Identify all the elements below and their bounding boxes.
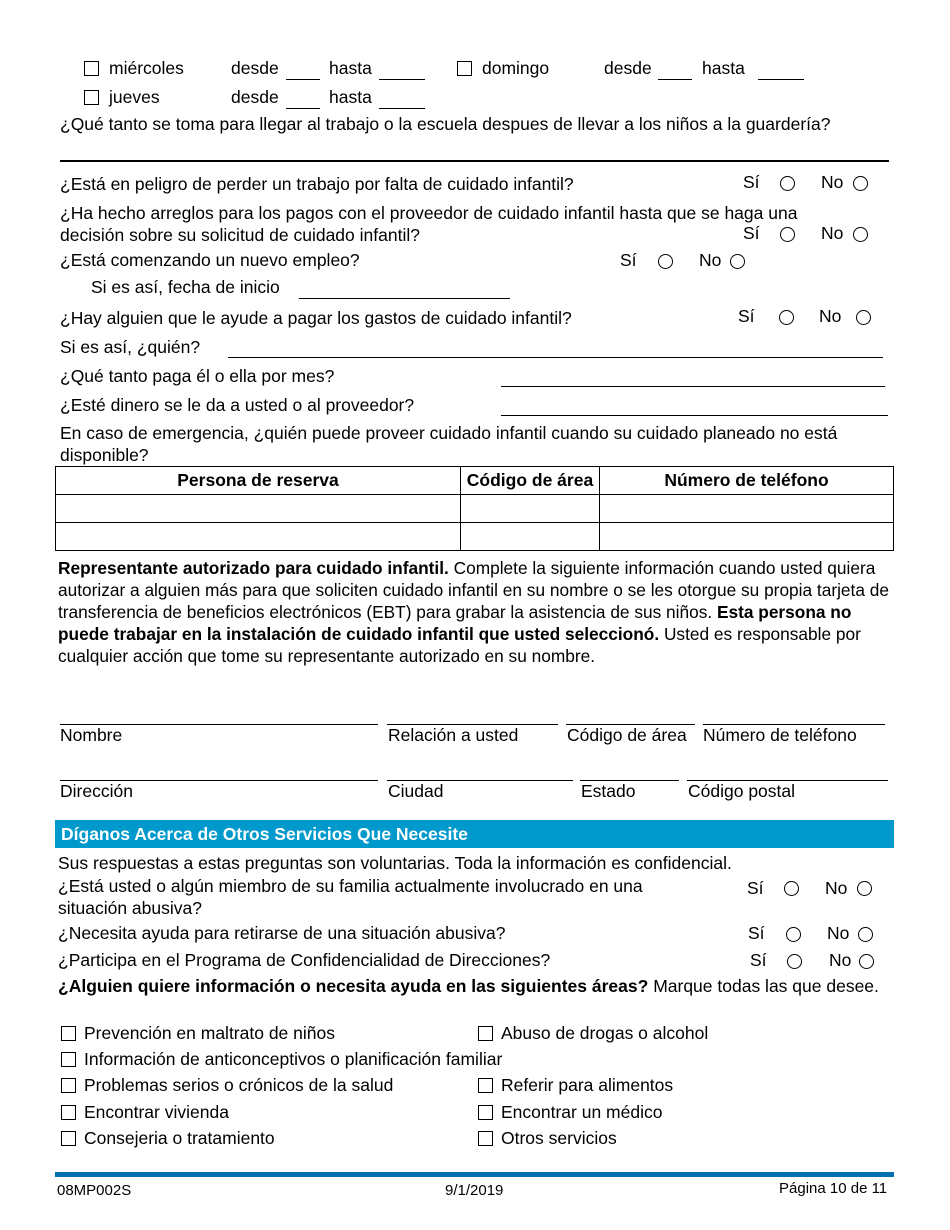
option-child-abuse-label: Prevención en maltrato de niños (84, 1023, 335, 1043)
arrangements-question: ¿Ha hecho arreglos para los pagos con el proveedor de cuidado infantil hasta que se haga una decisión sobre su solicitud de cuidado infantil? (60, 203, 798, 245)
phone-number-cell[interactable] (600, 495, 894, 523)
who-label: Si es así, ¿quién? (60, 337, 201, 357)
option-drug-abuse-checkbox[interactable] (478, 1026, 493, 1041)
wednesday-to-label: hasta (329, 58, 372, 78)
leave-no-radio[interactable] (858, 927, 873, 942)
help-pay-no-label: No (819, 306, 842, 326)
commute-answer-field[interactable] (60, 160, 889, 162)
state-label: Estado (581, 781, 636, 801)
emergency-question: En caso de emergencia, ¿quién puede proveer cuidado infantil cuando su cuidado planeado no está disponible? (60, 423, 838, 465)
relation-label: Relación a usted (388, 725, 519, 745)
sunday-from-label: desde (604, 58, 652, 78)
area-code-cell[interactable] (461, 495, 600, 523)
column-header: Número de teléfono (600, 467, 894, 495)
sunday-checkbox[interactable] (457, 61, 472, 76)
new-job-no-label: No (699, 250, 722, 270)
help-pay-yes-label: Sí (738, 306, 755, 326)
voluntary-intro: Sus respuestas a estas preguntas son voluntarias. Toda la información es confidencial. (58, 853, 732, 873)
option-food-checkbox[interactable] (478, 1078, 493, 1093)
representative-text-1: Complete la siguiente información cuando usted quiera autorizar a alguien más para que soliciten cuidado infantil en su nombre o se les otorgue su propia tarjeta de transferencia de beneficios electrónicos (EBT) para grabar la asistencia de sus niños. (58, 558, 889, 622)
program-question: ¿Participa en el Programa de Confidencialidad de Direcciones? (58, 950, 551, 970)
lose-job-no-label: No (821, 172, 844, 192)
abusive-yes-label: Sí (747, 878, 764, 898)
section-header (55, 820, 894, 848)
program-yes-label: Sí (750, 950, 767, 970)
option-other-checkbox[interactable] (478, 1131, 493, 1146)
wednesday-from-field[interactable] (286, 79, 320, 80)
new-job-yes-label: Sí (620, 250, 637, 270)
program-no-label: No (829, 950, 852, 970)
arrangements-yes-label: Sí (743, 223, 760, 243)
leave-question: ¿Necesita ayuda para retirarse de una situación abusiva? (58, 923, 506, 943)
given-to-label: ¿Esté dinero se le da a usted o al proveedor? (60, 395, 415, 415)
sunday-from-field[interactable] (658, 79, 692, 80)
thursday-from-label: desde (231, 87, 279, 107)
sunday-to-label: hasta (702, 58, 745, 78)
option-food-label: Referir para alimentos (501, 1075, 674, 1095)
form-date: 9/1/2019 (445, 1182, 504, 1199)
help-pay-no-radio[interactable] (856, 310, 871, 325)
phone-number-cell[interactable] (600, 523, 894, 551)
option-drug-abuse-label: Abuso de drogas o alcohol (501, 1023, 709, 1043)
option-family-planning-checkbox[interactable] (61, 1052, 76, 1067)
option-housing-checkbox[interactable] (61, 1105, 76, 1120)
thursday-to-label: hasta (329, 87, 372, 107)
new-job-question: ¿Está comenzando un nuevo empleo? (60, 250, 360, 270)
option-counseling-label: Consejeria o tratamiento (84, 1128, 275, 1148)
new-job-yes-radio[interactable] (658, 254, 673, 269)
wednesday-from-label: desde (231, 58, 279, 78)
areas-instruction (58, 975, 896, 997)
option-counseling-checkbox[interactable] (61, 1131, 76, 1146)
help-pay-yes-radio[interactable] (779, 310, 794, 325)
start-date-field[interactable] (299, 298, 510, 299)
name-label: Nombre (60, 725, 123, 745)
table-header-row (56, 467, 894, 495)
column-header: Código de área (461, 467, 600, 495)
section-title: Díganos Acerca de Otros Servicios Que Necesite (61, 824, 468, 844)
option-child-abuse-checkbox[interactable] (61, 1026, 76, 1041)
wednesday-checkbox[interactable] (84, 61, 99, 76)
representative-warning: Esta persona no puede trabajar en la instalación de cuidado infantil que usted seleccionó. (58, 602, 852, 644)
areas-hint: Marque todas las que desee. (648, 976, 879, 996)
leave-yes-radio[interactable] (786, 927, 801, 942)
address-label: Dirección (60, 781, 133, 801)
thursday-to-field[interactable] (379, 108, 425, 109)
leave-no-label: No (827, 923, 850, 943)
zip-label: Código postal (688, 781, 796, 801)
arrangements-yes-radio[interactable] (780, 227, 795, 242)
sunday-to-field[interactable] (758, 79, 804, 80)
option-health-checkbox[interactable] (61, 1078, 76, 1093)
arrangements-no-label: No (821, 223, 844, 243)
table-row (56, 523, 894, 551)
lose-job-yes-radio[interactable] (780, 176, 795, 191)
start-date-label: Si es así, fecha de inicio (91, 277, 280, 297)
backup-person-cell[interactable] (56, 495, 461, 523)
rep-area-code-label: Código de área (567, 725, 687, 745)
commute-question: ¿Qué tanto se toma para llegar al trabajo o la escuela despues de llevar a los niños a la guardería? (60, 114, 831, 134)
option-doctor-label: Encontrar un médico (501, 1102, 663, 1122)
program-yes-radio[interactable] (787, 954, 802, 969)
abusive-question: ¿Está usted o algún miembro de su familia actualmente involucrado en una situación abusiva? (58, 876, 643, 918)
who-field[interactable] (228, 357, 883, 358)
form-id: 08MP002S (57, 1182, 132, 1199)
given-to-field[interactable] (501, 415, 888, 416)
option-family-planning-label: Información de anticonceptivos o planificación familiar (84, 1049, 503, 1069)
option-doctor-checkbox[interactable] (478, 1105, 493, 1120)
option-other-label: Otros servicios (501, 1128, 617, 1148)
help-pay-question: ¿Hay alguien que le ayude a pagar los gastos de cuidado infantil? (60, 308, 572, 328)
abusive-no-label: No (825, 878, 848, 898)
table-row (56, 495, 894, 523)
backup-contact-table (55, 466, 894, 551)
representative-text-2: Usted es responsable por cualquier acción que tome su representante autorizado en su nombre. (58, 624, 861, 666)
city-label: Ciudad (388, 781, 444, 801)
thursday-label: jueves (109, 87, 160, 107)
wednesday-to-field[interactable] (379, 79, 425, 80)
new-job-no-radio[interactable] (730, 254, 745, 269)
arrangements-no-radio[interactable] (853, 227, 868, 242)
lose-job-yes-label: Sí (743, 172, 760, 192)
lose-job-question: ¿Está en peligro de perder un trabajo por falta de cuidado infantil? (60, 174, 574, 194)
footer-divider (55, 1172, 894, 1177)
how-much-field[interactable] (501, 386, 885, 387)
lose-job-no-radio[interactable] (853, 176, 868, 191)
option-health-label: Problemas serios o crónicos de la salud (84, 1075, 394, 1095)
rep-phone-label: Número de teléfono (703, 725, 857, 745)
sunday-label: domingo (482, 58, 550, 78)
backup-person-cell[interactable] (56, 523, 461, 551)
leave-yes-label: Sí (748, 923, 765, 943)
page-number: Página 10 de 11 (779, 1180, 888, 1197)
representative-heading: Representante autorizado para cuidado infantil. (58, 558, 449, 578)
abusive-yes-radio[interactable] (784, 881, 799, 896)
option-housing-label: Encontrar vivienda (84, 1102, 229, 1122)
program-no-radio[interactable] (859, 954, 874, 969)
abusive-no-radio[interactable] (857, 881, 872, 896)
representative-paragraph (58, 557, 896, 667)
column-header: Persona de reserva (56, 467, 461, 495)
how-much-label: ¿Qué tanto paga él o ella por mes? (60, 366, 335, 386)
thursday-from-field[interactable] (286, 108, 320, 109)
thursday-checkbox[interactable] (84, 90, 99, 105)
wednesday-label: miércoles (109, 58, 184, 78)
area-code-cell[interactable] (461, 523, 600, 551)
areas-question: ¿Alguien quiere información o necesita ayuda en las siguientes áreas? (58, 976, 649, 996)
